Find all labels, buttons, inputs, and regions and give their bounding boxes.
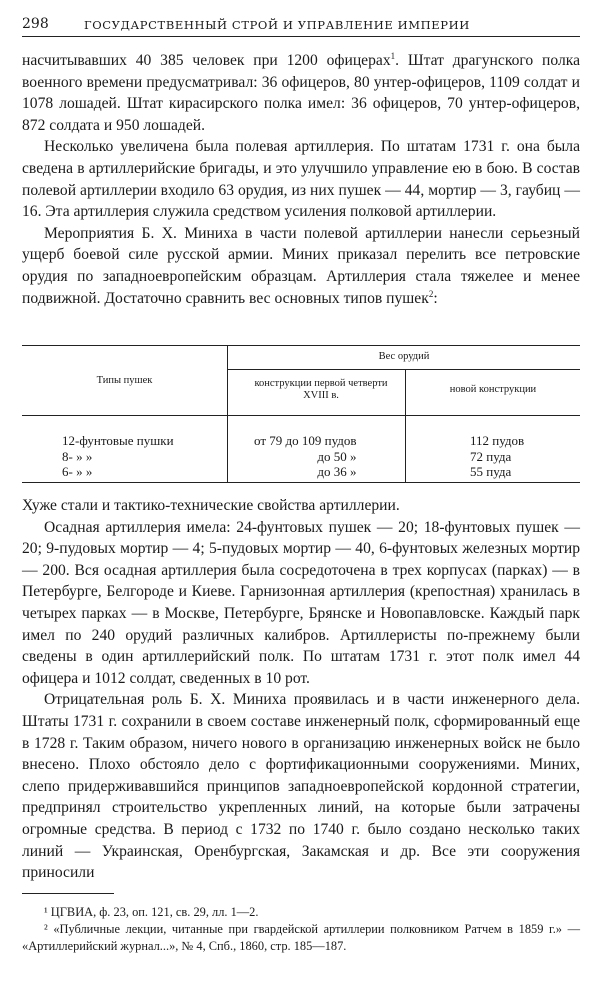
footnote-rule: [22, 893, 114, 894]
table-top-rule: [22, 345, 580, 346]
main-text-continued: [22, 495, 580, 884]
page-number: 298: [22, 16, 49, 32]
paragraph-siege-artillery: Осадная артиллерия имела: 24-фунтовых пушек — 20; 18-фунтовых пушек — 20; 9-пудовых мортир — 4; 5-пудовых мортир — 40, 6-фунтовых железных мортир — 200. Вся осадная артиллерия была сосредоточена в трех корпусах (парках) — в Петербурге, Белгороде и Киеве. Гарнизонная артиллерия (крепостная) хранилась в четырех парках — в Москве, Петербурге, Брянске и Новопавловске. Каждый парк имел по 240 орудий различных калибров. Артиллеристы по-прежнему были сведены в один артиллерийский полк. По штатам 1731 г. этот полк имел 44 офицера и 1012 солдат, сведенных в 10 рот.: [22, 518, 580, 687]
cell-old-weights: от 79 до 109 пудов до 50 » до 36 »: [254, 433, 357, 479]
gun-weight-table: [22, 345, 580, 483]
cell-gun-types: 12-фунтовые пушки 8- » » 6- » »: [62, 433, 174, 479]
footnote-ref-2[interactable]: 2: [428, 288, 434, 299]
footnotes: [22, 904, 580, 955]
table-subheader-rule: [227, 369, 580, 370]
running-header: [22, 14, 580, 37]
header-gun-weight: Вес орудий: [378, 351, 430, 362]
header-new-construction: новой конструкции: [449, 384, 537, 395]
cell-new-weights: 112 пудов 72 пуда 55 пуда: [470, 433, 525, 479]
paragraph-minich-measures: Мероприятия Б. Х. Миниха в части полевой артиллерии нанесли серьезный ущерб боевой силе русской армии. Миних приказал перелить все петровские орудия по западноевропейским образцам. Артиллерия стала тяжелее и менее подвижной. Достаточно сравнить вес основных типов пушек$^2$:: [22, 224, 580, 307]
running-title: ГОСУДАРСТВЕННЫЙ СТРОЙ И УПРАВЛЕНИЕ ИМПЕРИИ: [84, 18, 470, 32]
paragraph-engineering: Отрицательная роль Б. Х. Миниха проявилась и в части инженерного дела. Штаты 1731 г. сохранили в своем составе инженерный полк, сформированный еще в 1728 г. Таким образом, ничего нового в организацию инженерных войск не было внесено. Плохо обстояло дело с фортификационными сооружениями. Миних, слепо придерживавшийся принципов западноевропейской кордонной стратегии, предпринял строительство укрепленных линий, на которые были затрачены огромные средства. В период с 1732 по 1740 г. было создано несколько таких линий — Украинская, Оренбургская, Закамская и др. Все эти сооружения приносили: [22, 691, 580, 882]
table-divider-left: [227, 345, 228, 482]
header-old-construction: конструкции первой четверти XVIII в.: [254, 378, 388, 401]
footnote-ref-1[interactable]: 1: [390, 50, 396, 61]
table-bottom-rule: [22, 482, 580, 483]
paragraph-field-artillery: Несколько увеличена была полевая артиллерия. По штатам 1731 г. она была сведена в артиллерийские бригады, и это улучшило управление ею в бою. В состав полевой артиллерии входило 63 орудия, из них пушек — 44, мортир — 3, гаубиц — 16. Эта артиллерия служила средством усиления полковой артиллерии.: [22, 138, 580, 221]
table-header-rule: [22, 415, 580, 416]
paragraph-cavalry: насчитывавших 40 385 человек при 1200 офицерах$^1$. Штат драгунского полка военного времени предусматривал: 36 офицеров, 80 унтер-офицеров, 1109 солдат и 1078 лошадей. Штат кирасирского полка имел: 36 офицеров, 70 унтер-офицеров, 872 солдата и 950 лошадей.: [22, 50, 581, 134]
footnote-2: ² «Публичные лекции, читанные при гвардейской артиллерии полковником Ратчем в 1859 г.» — «Артиллерийский журнал...», № 4, Спб., 1860, стр. 185—187.: [22, 922, 580, 953]
header-gun-types: Типы пушек: [96, 375, 153, 386]
main-text: [22, 50, 580, 309]
footnote-1: ¹ ЦГВИА, ф. 23, оп. 121, св. 29, лл. 1—2.: [44, 905, 259, 919]
paragraph-tactical: Хуже стали и тактико-технические свойства артиллерии.: [22, 497, 400, 514]
